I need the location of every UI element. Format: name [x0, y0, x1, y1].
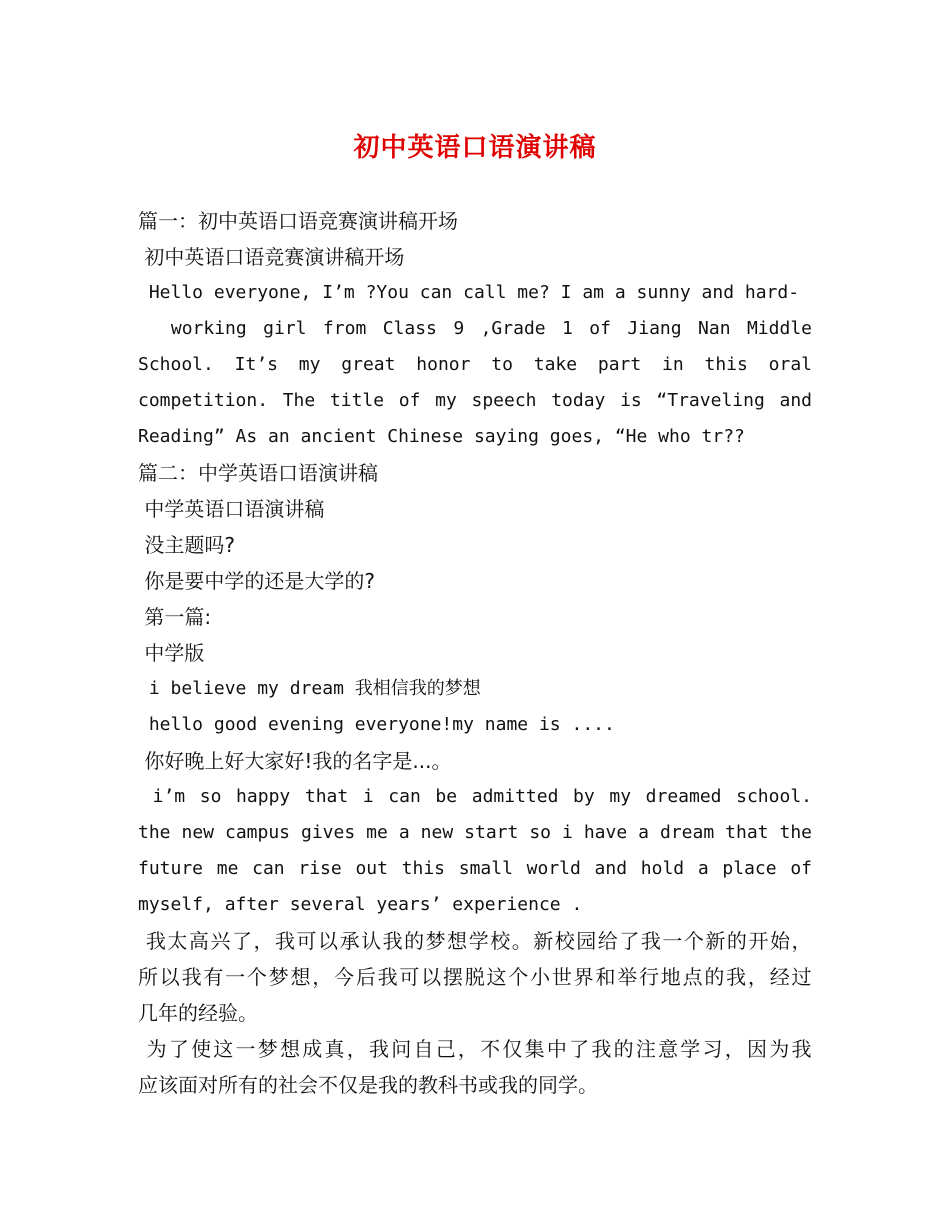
paragraph-line: Hello everyone, I’m ?You can call me? I am a sunny and hard- — [138, 282, 800, 303]
paragraph-line: 中学版 — [138, 641, 205, 665]
paragraph-line: 中学英语口语演讲稿 — [138, 497, 325, 521]
paragraph-line: the new campus gives me a new start so i have a dream that the — [138, 822, 812, 843]
section-heading-2: 篇二：中学英语口语演讲稿 — [138, 461, 378, 485]
paragraph-line: competition. The title of my speech today is “Traveling and — [138, 390, 812, 411]
paragraph-line: School. It’s my great honor to take part in this oral — [138, 354, 812, 375]
paragraph-line: 没主题吗? — [138, 533, 235, 557]
paragraph-line: future me can rise out this small world and hold a place of — [138, 858, 812, 879]
paragraph-line: 几年的经验。 — [138, 1001, 258, 1025]
document-title: 初中英语口语演讲稿 — [353, 133, 597, 163]
section-heading-1: 篇一：初中英语口语竞赛演讲稿开场 — [138, 209, 458, 233]
paragraph-line: 应该面对所有的社会不仅是我的教科书或我的同学。 — [138, 1073, 598, 1097]
paragraph-line: hello good evening everyone!my name is .... — [138, 714, 615, 735]
paragraph-line: Reading” As an ancient Chinese saying goes, “He who tr?? — [138, 426, 745, 447]
paragraph-line: 第一篇: — [138, 605, 212, 629]
paragraph-line: 你好晚上好大家好!我的名字是...。 — [138, 749, 452, 773]
paragraph-line: i’m so happy that i can be admitted by my dreamed school. — [138, 786, 812, 807]
paragraph-line: working girl from Class 9 ,Grade 1 of Jiang Nan Middle — [138, 318, 812, 339]
document-body — [138, 203, 812, 1103]
paragraph-line: 初中英语口语竞赛演讲稿开场 — [138, 245, 405, 269]
paragraph-line: 为了使这一梦想成真，我问自己，不仅集中了我的注意学习，因为我 — [138, 1037, 812, 1061]
paragraph-line: myself, after several years’ experience . — [138, 894, 583, 915]
paragraph-line: 你是要中学的还是大学的? — [138, 569, 375, 593]
paragraph-line: i believe my dream 我相信我的梦想 — [138, 678, 481, 699]
paragraph-line: 我太高兴了，我可以承认我的梦想学校。新校园给了我一个新的开始， — [138, 929, 812, 953]
paragraph-line: 所以我有一个梦想，今后我可以摆脱这个小世界和举行地点的我，经过 — [138, 965, 812, 989]
